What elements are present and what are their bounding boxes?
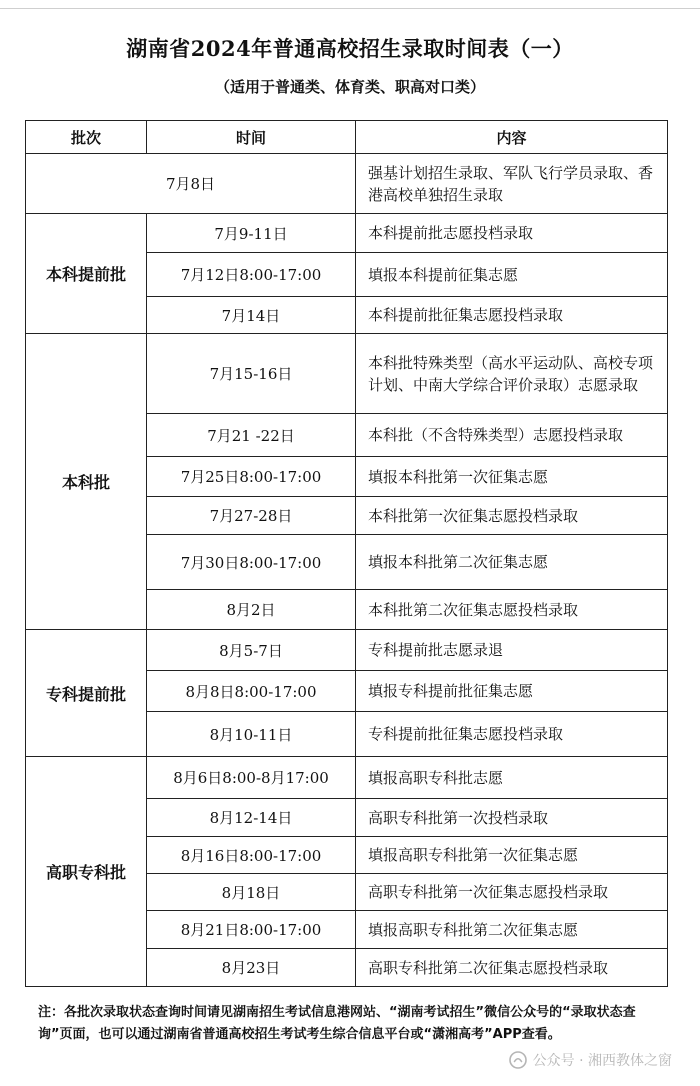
time-cell: 8月21日8:00-17:00	[147, 911, 356, 949]
batch-cell: 本科批	[26, 334, 147, 630]
content-cell: 填报本科批第二次征集志愿	[356, 535, 668, 590]
time-cell: 7月30日8:00-17:00	[147, 535, 356, 590]
batch-cell: 高职专科批	[26, 757, 147, 987]
content-cell: 填报高职专科批志愿	[356, 757, 668, 799]
content-cell: 本科批第一次征集志愿投档录取	[356, 497, 668, 535]
top-divider	[0, 8, 700, 9]
time-cell: 7月15-16日	[147, 334, 356, 414]
content-cell: 填报高职专科批第二次征集志愿	[356, 911, 668, 949]
watermark-text: 公众号 · 湘西教体之窗	[532, 1053, 672, 1069]
time-cell: 7月25日8:00-17:00	[147, 457, 356, 497]
time-cell: 8月16日8:00-17:00	[147, 837, 356, 874]
time-cell: 7月27-28日	[147, 497, 356, 535]
header-content: 内容	[356, 121, 668, 154]
content-cell: 专科提前批征集志愿投档录取	[356, 712, 668, 757]
page-title: 湖南省2024年普通高校招生录取时间表（一）	[126, 36, 574, 61]
time-cell: 8月23日	[147, 949, 356, 987]
content-cell: 本科提前批志愿投档录取	[356, 214, 668, 253]
watermark	[509, 1050, 672, 1070]
wechat-public-account-icon	[509, 1051, 527, 1069]
header-batch: 批次	[26, 121, 147, 154]
content-cell: 填报本科批第一次征集志愿	[356, 457, 668, 497]
content-cell: 本科批第二次征集志愿投档录取	[356, 590, 668, 630]
table-row	[26, 214, 668, 253]
batch-cell: 专科提前批	[26, 630, 147, 757]
time-cell: 7月8日	[26, 154, 356, 214]
batch-cell: 本科提前批	[26, 214, 147, 334]
time-cell: 8月12-14日	[147, 799, 356, 837]
schedule-table	[25, 120, 668, 987]
content-cell: 填报专科提前批征集志愿	[356, 671, 668, 712]
time-cell: 7月14日	[147, 297, 356, 334]
time-cell: 7月9-11日	[147, 214, 356, 253]
content-cell: 本科提前批征集志愿投档录取	[356, 297, 668, 334]
time-cell: 8月8日8:00-17:00	[147, 671, 356, 712]
header-time: 时间	[147, 121, 356, 154]
time-cell: 8月18日	[147, 874, 356, 911]
content-cell: 填报高职专科批第一次征集志愿	[356, 837, 668, 874]
time-cell: 7月12日8:00-17:00	[147, 253, 356, 297]
content-cell: 高职专科批第二次征集志愿投档录取	[356, 949, 668, 987]
time-cell: 8月6日8:00-8月17:00	[147, 757, 356, 799]
time-cell: 8月10-11日	[147, 712, 356, 757]
page-subtitle: （适用于普通类、体育类、职高对口类）	[214, 78, 485, 96]
content-cell: 高职专科批第一次投档录取	[356, 799, 668, 837]
time-cell: 7月21 -22日	[147, 414, 356, 457]
content-cell: 本科批（不含特殊类型）志愿投档录取	[356, 414, 668, 457]
time-cell: 8月5-7日	[147, 630, 356, 671]
content-cell: 填报本科提前征集志愿	[356, 253, 668, 297]
content-cell: 专科提前批志愿录退	[356, 630, 668, 671]
time-cell: 8月2日	[147, 590, 356, 630]
table-row	[26, 757, 668, 799]
footnote: 注：各批次录取状态查询时间请见湖南招生考试信息港网站、“湖南考试招生”微信公众号的“录取状态查询”页面，也可以通过湖南省普通高校招生考试考生综合信息平台或“潇湘高考”APP查看。	[38, 1005, 636, 1042]
table-header-row	[26, 121, 668, 154]
content-cell: 本科批特殊类型（高水平运动队、高校专项计划、中南大学综合评价录取）志愿录取	[356, 334, 668, 414]
content-cell: 强基计划招生录取、军队飞行学员录取、香港高校单独招生录取	[356, 154, 668, 214]
table-row	[26, 630, 668, 671]
table-row	[26, 334, 668, 414]
content-cell: 高职专科批第一次征集志愿投档录取	[356, 874, 668, 911]
table-row	[26, 154, 668, 214]
